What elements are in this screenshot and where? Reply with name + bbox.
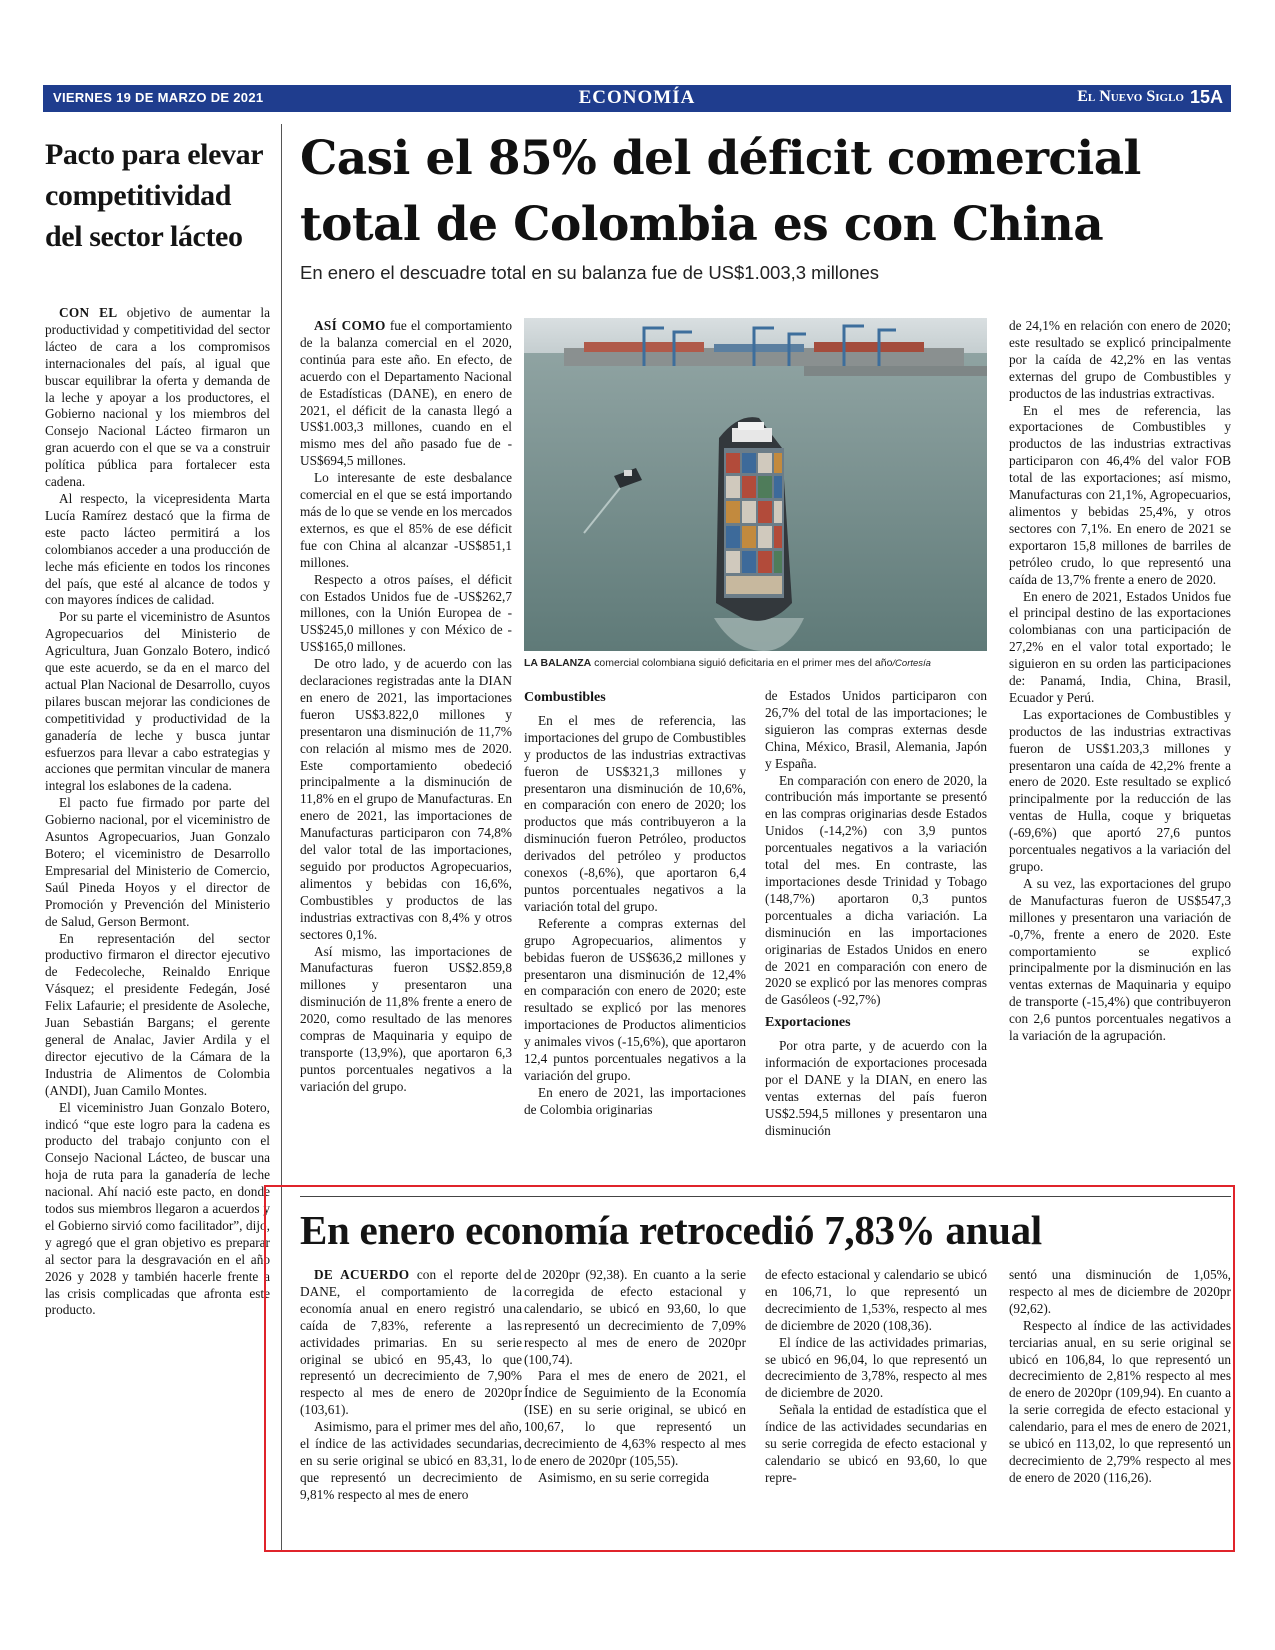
paragraph <box>45 609 270 795</box>
paragraph-text: Las exportaciones de Combustibles y productos de las industrias extractivas fueron de US$1.203,3 millones y presentaron una caída de 42,2% frente a enero de 2020. Este resultado se explicó principalmente por la reducción de las ventas de Hulla, coque y briquetas (-69,6%) que aportó 27,6 puntos porcentuales negativos a la variación del grupo. <box>1009 706 1231 874</box>
paragraph <box>300 656 512 943</box>
main-column-1 <box>300 318 512 1160</box>
paragraph-text: De otro lado, y de acuerdo con las declaraciones registradas ante la DIAN en enero de 2021, las importaciones fueron US$3.822,0 millones y presentaron una disminución de 11,7% con relación al mismo mes de 2020. Este comportamiento obedeció principalmente a la disminución de 11,8% en el grupo de Manufacturas. En enero de 2021, las importaciones de Manufacturas participaron con 74,8% del valor total de las importaciones, seguido por productos Agropecuarios, alimentos y bebidas con 16,6%, Combustibles y productos de las industrias extractivas con 8,4% y otros sectores 0,1%. <box>300 656 512 942</box>
paragraph-text: Señala la entidad de estadística que el índice de las actividades secundarias en su serie corregida de efecto estacional y calendario se ubicó en 93,60, lo que repre- <box>765 1402 987 1485</box>
page-number: 15A <box>1189 87 1223 107</box>
section-title: ECONOMÍA <box>578 87 696 108</box>
paragraph <box>300 944 512 1096</box>
paragraph <box>1009 707 1231 876</box>
paragraph <box>45 795 270 930</box>
paragraph <box>45 931 270 1100</box>
paragraph <box>524 1267 746 1368</box>
paragraph <box>45 491 270 609</box>
boxed-column-2 <box>524 1267 746 1549</box>
paragraph <box>524 1470 746 1487</box>
sidebar-article-body <box>45 305 270 1319</box>
paragraph-text: El índice de las actividades primarias, se ubicó en 96,04, lo que representó un decrecimiento de 3,78%, respecto al mes de diciembre de 2020. <box>765 1334 987 1401</box>
main-headline: Casi el 85% del déficit comercial total de Colombia es con China <box>300 131 1141 252</box>
paragraph-text: Por otra parte, y de acuerdo con la información de exportaciones procesada por el DANE y la DIAN, en enero las ventas externas del país fueron US$2.594,5 millones y presentaron una disminución <box>765 1038 987 1138</box>
paragraph <box>1009 403 1231 589</box>
paragraph <box>45 305 270 491</box>
paragraph-text: A su vez, las exportaciones del grupo de Manufacturas fueron de US$547,3 millones y presentaron una variación de -0,7%, frente a enero de 2020. Este comportamiento se explicó principalmente por la disminución en las ventas externas de Maquinaria y equipo de transporte (-15,4%) que contribuyeron con 2,6 puntos porcentuales negativos a la variación de la agrupación. <box>1009 875 1231 1044</box>
paragraph-text: En el mes de referencia, las importaciones del grupo de Combustibles y productos de las industrias extractivas fueron de US$321,3 millones y presentaron una disminución de 10,6%, en comparación con enero de 2020; los productos que más contribuyeron a la disminución fueron Petróleo, productos derivados del petróleo y productos conexos (-8,6%), que aportaron 6,4 puntos porcentuales negativos a la variación total del grupo. <box>524 712 746 914</box>
paragraph-text: Para el mes de enero de 2021, el Índice de Seguimiento de la Economía (ISE) en su serie original, se ubicó en 100,67, lo que representó un decrecimiento de 4,63% respecto al mes de enero de 2020pr (105,55). <box>524 1368 746 1468</box>
container-ship-photo <box>524 318 987 651</box>
box-top-rule <box>300 1196 1231 1197</box>
paragraph <box>300 470 512 571</box>
paragraph <box>765 1335 987 1403</box>
main-column-2 <box>524 688 746 1160</box>
lead-in: CON EL <box>59 305 118 320</box>
paragraph <box>1009 1267 1231 1318</box>
paragraph <box>524 1368 746 1469</box>
paragraph <box>765 1267 987 1335</box>
sidebar-headline: Pacto para elevar competitividad del sector lácteo <box>45 138 263 253</box>
boxed-column-4 <box>1009 1267 1231 1549</box>
caption-text: comercial colombiana siguió deficitaria en el primer mes del año <box>591 657 893 669</box>
paragraph-text: Asimismo, para el primer mes del año, el índice de las actividades secundarias, en su serie original se ubicó en 83,31, lo que representó un decrecimiento de 9,81% respecto al mes de enero <box>300 1419 522 1502</box>
paragraph-text: Respecto a otros países, el déficit con Estados Unidos fue de -US$262,7 millones, con la Unión Europea de -US$245,0 millones y con México de -US$165,0 millones. <box>300 571 512 655</box>
paragraph-text: objetivo de aumentar la productividad y competitividad del sector lácteo de cara a los compromisos internacionales del país, al igual que buscar equilibrar la oferta y demanda de la leche y apoyar a los productores, el Gobierno nacional y los miembros del Consejo Nacional Lácteo firmaron un gran acuerdo con el que se va a construir política pública para fortalecer esta cadena. <box>45 305 270 490</box>
paragraph-text: En enero de 2021, las importaciones de Colombia originarias <box>524 1084 746 1117</box>
caption-lead: LA BALANZA <box>524 657 592 669</box>
boxed-column-3 <box>765 1267 987 1549</box>
page-header-bar <box>43 85 1231 112</box>
paragraph <box>300 572 512 657</box>
paragraph-text: de Estados Unidos participaron con 26,7% del total de las importaciones; le siguieron las compras externas desde China, México, Brasil, Alemania, Japón y España. <box>765 688 987 771</box>
paragraph-text: En enero de 2021, Estados Unidos fue el principal destino de las exportaciones colombianas con una participación de 27,2% en el valor total exportado; le siguieron en su orden las participaciones de: Panamá, India, China, Brasil, Ecuador y Perú. <box>1009 588 1231 705</box>
paragraph <box>524 916 746 1085</box>
caption-credit: /Cortesía <box>892 658 931 669</box>
paragraph <box>1009 318 1231 403</box>
paragraph-text: de efecto estacional y calendario se ubicó en 106,71, lo que representó un decrecimiento de 1,53%, respecto al mes de diciembre de 2020 (108,36). <box>765 1267 987 1333</box>
paragraph <box>524 1085 746 1119</box>
paragraph-text: El pacto fue firmado por parte del Gobierno nacional, por el viceministro de Asuntos Agropecuarios, Juan Gonzalo Botero; el viceministro de Desarrollo Empresarial del Ministerio de Comercio, Saúl Pineda Hoyos y el director de Promoción y Prevención del Ministerio de Salud, Gerson Bermont. <box>45 795 270 929</box>
paragraph-text: Al respecto, la vicepresidenta Marta Lucía Ramírez destacó que la firma de este pacto lácteo permitirá a los colombianos acceder a una producción de leche más eficiente en todos los rincones del país, que esté al alcance de todos y con mayores índices de calidad. <box>45 490 270 608</box>
main-column-3 <box>765 688 987 1160</box>
paragraph-text: Por su parte el viceministro de Asuntos Agropecuarios del Ministerio de Agricultura, Juan Gonzalo Botero, indicó que este acuerdo, se da en el marco del actual Plan Nacional de Desarrollo, cuyos pilares buscan mejorar las condiciones de competitividad y productividad de la ganadería de leche y busca juntar esfuerzos para llevar a cabo estrategias y acciones que permitan vincular de manera integral los eslabones de la cadena. <box>45 609 270 794</box>
paragraph-text: Lo interesante de este desbalance comercial en el que se está importando más de lo que se vende en los mercados externos, es que el 85% de ese déficit fue con China al alcanzar -US$851,1 millones. <box>300 470 512 570</box>
paragraph <box>1009 589 1231 707</box>
paragraph-text: En comparación con enero de 2020, la contribución más importante se presentó en las compras originarias desde Estados Unidos (-14,2%) con 3,9 puntos porcentuales negativos a la variación total del mes. En contraste, las importaciones desde Trinidad y Tobago (148,7%) aportaron 0,3 puntos porcentuales a dicha variación. La disminución en las importaciones originarias de Estados Unidos en enero de 2021 en comparación con enero de 2020 se explicó por las menores compras de Gasóleos (-92,7%) <box>765 772 987 1008</box>
main-column-3-text-b <box>765 1038 987 1139</box>
paragraph-text: de 2020pr (92,38). En cuanto a la serie corregida de efecto estacional y calendario, se ubicó en 93,60, lo que representó un decrecimiento de 7,09% respecto al mes de enero de 2020pr (100,74). <box>524 1267 746 1367</box>
paragraph <box>300 1419 522 1504</box>
main-deck: En enero el descuadre total en su balanza fue de US$1.003,3 millones <box>300 262 880 283</box>
issue-date: VIERNES 19 DE MARZO DE 2021 <box>53 90 264 105</box>
paragraph <box>1009 876 1231 1045</box>
paragraph-text: Así mismo, las importaciones de Manufacturas fueron US$2.859,8 millones y presentaron una disminución de 11,8% frente a enero de 2020, como resultado de las menores compras de Maquinaria y equipo de transporte (13,9%), que aportaron 6,3 puntos porcentuales negativos a la variación del grupo. <box>300 943 512 1094</box>
boxed-headline: En enero economía retrocedió 7,83% anual <box>300 1207 1042 1253</box>
paragraph <box>45 1100 270 1320</box>
paragraph <box>524 713 746 916</box>
lead-in: DE ACUERDO <box>314 1267 410 1282</box>
paragraph-text: de 24,1% en relación con enero de 2020; este resultado se explicó principalmente por la caída de 42,2% en las ventas externas del grupo de Combustibles y productos de las industrias extractivas. <box>1009 318 1231 401</box>
paragraph <box>765 1402 987 1487</box>
paragraph-text: sentó una disminución de 1,05%, respecto al mes de diciembre de 2020pr (92,62). <box>1009 1267 1231 1316</box>
paragraph-text: fue el comportamiento de la balanza comercial en el 2020, continúa para este año. En efecto, de acuerdo con el Departamento Nacional de Estadísticas (DANE), en enero de 2021, el déficit de la canasta llegó a US$1.003,3 millones, cuando en el mismo mes del año pasado fue de -US$694,5 millones. <box>300 318 512 469</box>
paragraph <box>300 318 512 470</box>
paragraph <box>1009 1318 1231 1487</box>
lead-in: ASÍ COMO <box>314 318 386 333</box>
paragraph-text: con el reporte del DANE, el comportamiento de la economía anual en enero registró una caída de 7,83%, referente a las actividades primarias. En su serie original se ubicó en 95,43, lo que representó un decrecimiento de 7,90% respecto al mes de enero de 2020pr (103,61). <box>300 1267 522 1418</box>
subhead-combustibles: Combustibles <box>524 690 606 705</box>
paragraph-text: Referente a compras externas del grupo Agropecuarios, alimentos y bebidas fueron de US$636,2 millones y presentaron una disminución de 12,4% en comparación con enero de 2020; este resultado se explicó por las menores importaciones de Productos alimenticios y animales vivos (-15,6%), que aportaron 12,4 puntos porcentuales negativos a la variación del grupo. <box>524 915 746 1083</box>
paragraph <box>765 773 987 1010</box>
main-column-4 <box>1009 318 1231 1160</box>
paragraph-text: En representación del sector productivo firmaron el director ejecutivo de Fedecoleche, Reinaldo Enrique Vásquez; el presidente Fedegán, José Felix Lafaurie; el presidente de Asoleche, Juan Sebastián Bargans; el gerente general de Analac, Javier Ardila y el director ejecutivo de la Cámara de la Industria de Alimentos de Colombia (ANDI), Juan Camilo Montes. <box>45 930 270 1098</box>
paragraph-text: El viceministro Juan Gonzalo Botero, indicó “que este logro para la cadena es producto del trabajo conjunto con el Consejo Nacional Lácteo, de buscar una hoja de ruta para la ganadería de leche nacional. Ahí nació este pacto, en donde todos sus miembros llegaron a acuerdos y el Gobierno sirvió como facilitador”, dijo, y agregó que el gran objetivo es preparar al sector para la desgravación en el año 2026 y 2028 y también hacerle frente a las crisis complicadas que afronta este producto. <box>45 1099 270 1318</box>
boxed-column-1 <box>300 1267 522 1549</box>
paragraph-text: En el mes de referencia, las exportaciones de Combustibles y productos de las industrias extractivas participaron con 46,4% del valor FOB total de las exportaciones; así mismo, Manufacturas con 21,1%, Agropecuarios, alimentos y bebidas 25,4%, y otros sectores con 7,1%. En enero de 2021 se exportaron 15,8 millones de barriles de petróleo crudo, lo que representó una caída de 13,7% frente a enero de 2020. <box>1009 402 1231 587</box>
paragraph <box>765 1038 987 1139</box>
paragraph-text: Asimismo, en su serie corregida <box>538 1469 709 1485</box>
paragraph <box>765 688 987 773</box>
newspaper-name: El Nuevo Siglo <box>1077 88 1184 105</box>
main-column-3-text <box>765 688 987 1009</box>
subhead-exportaciones: Exportaciones <box>765 1015 851 1031</box>
main-column-2-text <box>524 713 746 1119</box>
photo-caption <box>524 657 994 669</box>
paragraph <box>300 1267 522 1419</box>
paragraph-text: Respecto al índice de las actividades terciarias anual, en su serie original se ubicó en 106,84, lo que representó un decrecimiento de 2,81% respecto al mes de enero de 2020pr (109,94). En cuanto a la serie corregida de efecto estacional y calendario, para el mes de enero de 2021, se ubicó en 113,02, lo que representó un decrecimiento de 2,79% respecto al mes de enero de 2020 (116,26). <box>1009 1317 1231 1485</box>
